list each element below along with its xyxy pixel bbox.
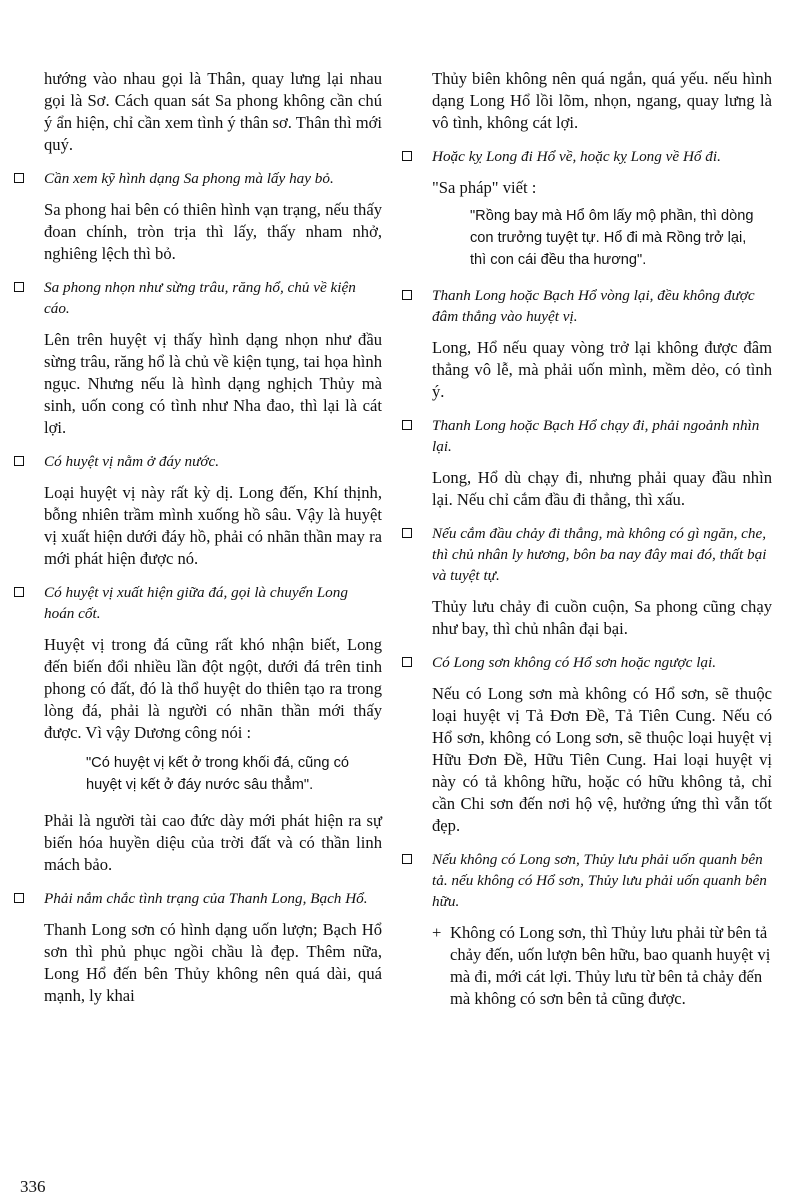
right-heading-6 — [402, 849, 772, 912]
left-paragraph-1: hướng vào nhau gọi là Thân, quay lưng lại nhau gọi là Sơ. Cách quan sát Sa phong không cần chú ý ẩn hiện, chỉ cần xem tình ý thân sơ. Thân thì mới quý. — [44, 69, 382, 154]
checkbox-square-icon — [402, 151, 412, 161]
left-paragraph-5: Huyệt vị trong đá cũng rất khó nhận biết, Long đến biến đổi nhiều lần đột ngột, dưới đá trên tinh phong có đất, đó là thổ huyệt do thiên tạo ra trong lòng đá, phải là người có nhãn thần mới thấy được. Vì vậy Dương công nói : — [44, 635, 382, 742]
right-bullet-1 — [402, 922, 772, 1010]
right-bullet-1-text: Không có Long sơn, thì Thủy lưu phải từ bên tả chảy đến, uốn lượn bên hữu, bao quanh huyệt vị mà đi, mới cát lợi. Thủy lưu từ bên tả chảy đến mà không có sơn bên tả cũng được. — [450, 923, 771, 1008]
right-column — [402, 68, 772, 1010]
checkbox-square-icon — [402, 854, 412, 864]
right-paragraph-6: Nếu có Long sơn mà không có Hổ sơn, sẽ thuộc loại huyệt vị Tả Đơn Đề, Tả Tiên Cung. Nếu có Hổ sơn, không có Long sơn, sẽ thuộc loại huyệt vị Hữu Đơn Đề, Hữu Tiên Cung. Hai loại huyệt vị này có tả không hữu, hoặc có hữu không tả, chỉ cần Chi sơn đến nơi hộ vệ, hưởng ứng thì vẫn tốt đẹp. — [432, 684, 772, 835]
checkbox-square-icon — [402, 290, 412, 300]
left-paragraph-4: Loại huyệt vị này rất kỳ dị. Long đến, Khí thịnh, bỗng nhiên trầm mình xuống hồ sâu. Vậy là huyệt vị xuất hiện dưới đáy hồ, phải có nhãn thần may ra mới phát hiện được nó. — [44, 483, 382, 568]
left-heading-1 — [14, 168, 382, 189]
checkbox-square-icon — [14, 173, 24, 183]
right-heading-3 — [402, 415, 772, 457]
left-heading-2 — [14, 277, 382, 319]
checkbox-square-icon — [402, 657, 412, 667]
left-heading-2-text: Sa phong nhọn như sừng trâu, răng hổ, chủ về kiện cáo. — [44, 279, 356, 317]
left-heading-4 — [14, 582, 382, 624]
right-heading-2-text: Thanh Long hoặc Bạch Hổ vòng lại, đều không được đâm thẳng vào huyệt vị. — [432, 287, 755, 325]
left-column — [14, 68, 382, 1019]
checkbox-square-icon — [14, 893, 24, 903]
right-heading-6-text: Nếu không có Long sơn, Thủy lưu phải uốn quanh bên tả. nếu không có Hổ sơn, Thủy lưu phải uốn quanh bên hữu. — [432, 851, 767, 910]
checkbox-square-icon — [14, 282, 24, 292]
left-heading-5-text: Phải nắm chắc tình trạng của Thanh Long, Bạch Hổ. — [44, 890, 368, 907]
left-paragraph-7: Thanh Long sơn có hình dạng uốn lượn; Bạch Hổ sơn thì phủ phục ngồi chầu là đẹp. Thêm nữa, Long Hổ đến bên Thủy không nên quá dài, quá mạnh, ly khai — [44, 920, 382, 1005]
left-heading-1-text: Cần xem kỹ hình dạng Sa phong mà lấy hay bỏ. — [44, 170, 334, 187]
right-heading-1-text: Hoặc kỵ Long đi Hổ về, hoặc kỵ Long về Hổ đi. — [432, 148, 721, 165]
checkbox-square-icon — [14, 456, 24, 466]
right-paragraph-4: Long, Hổ dù chạy đi, nhưng phải quay đầu nhìn lại. Nếu chỉ cắm đầu đi thẳng, thì xấu. — [432, 468, 772, 509]
left-paragraph-2: Sa phong hai bên có thiên hình vạn trạng, nếu thấy đoan chính, tròn trịa thì lấy, thấy nham nhở, nghiêng lệch thì bỏ. — [44, 200, 382, 263]
right-paragraph-1: Thủy biên không nên quá ngắn, quá yếu. nếu hình dạng Long Hổ lồi lõm, nhọn, ngang, quay lưng là vô tình, không cát lợi. — [432, 69, 772, 132]
right-paragraph-5: Thủy lưu chảy đi cuồn cuộn, Sa phong cũng chạy như bay, thì chủ nhân đại bại. — [432, 597, 772, 638]
checkbox-square-icon — [14, 587, 24, 597]
right-heading-4 — [402, 523, 772, 586]
left-paragraph-6: Phải là người tài cao đức dày mới phát hiện ra sự biến hóa huyền diệu của trời đất và có thần linh mách bảo. — [44, 811, 382, 874]
plus-bullet-icon: + — [432, 923, 442, 942]
page-number: 336 — [20, 1177, 46, 1196]
checkbox-square-icon — [402, 528, 412, 538]
right-quote-1: "Rồng bay mà Hổ ôm lấy mộ phần, thì dòng con trưởng tuyệt tự. Hổ đi mà Rồng trở lại, thì con cái đều tha hương". — [470, 208, 754, 268]
right-heading-1 — [402, 146, 772, 167]
left-heading-3 — [14, 451, 382, 472]
right-heading-5-text: Có Long sơn không có Hổ sơn hoặc ngược lại. — [432, 654, 717, 671]
right-heading-5 — [402, 652, 772, 673]
right-heading-3-text: Thanh Long hoặc Bạch Hổ chạy đi, phải ngoảnh nhìn lại. — [432, 417, 760, 455]
right-heading-4-text: Nếu cắm đầu chảy đi thẳng, mà không có gì ngăn, che, thì chủ nhân ly hương, bôn ba nay đây mai đó, thất bại và tuyệt tự. — [432, 525, 767, 584]
left-heading-4-text: Có huyệt vị xuất hiện giữa đá, gọi là chuyển Long hoán cốt. — [44, 584, 348, 622]
left-heading-5 — [14, 888, 382, 909]
right-paragraph-2: "Sa pháp" viết : — [432, 178, 537, 197]
left-paragraph-3: Lên trên huyệt vị thấy hình dạng nhọn như đầu sừng trâu, răng hổ là chủ về kiện tụng, tai họa hình ngục. Nhưng nếu là hình dạng nghịch Thủy mà sinh, uốn cong có tình như Nha đao, thì lại là cát lợi. — [44, 330, 382, 437]
left-quote-1: "Có huyệt vị kết ở trong khối đá, cũng có huyệt vị kết ở đáy nước sâu thẳm". — [86, 755, 349, 793]
left-heading-3-text: Có huyệt vị nằm ở đáy nước. — [44, 453, 220, 470]
right-heading-2 — [402, 285, 772, 327]
right-paragraph-3: Long, Hổ nếu quay vòng trở lại không được đâm thẳng vô lễ, mà phải uốn mình, mềm dẻo, có tình ý. — [432, 338, 772, 401]
checkbox-square-icon — [402, 420, 412, 430]
